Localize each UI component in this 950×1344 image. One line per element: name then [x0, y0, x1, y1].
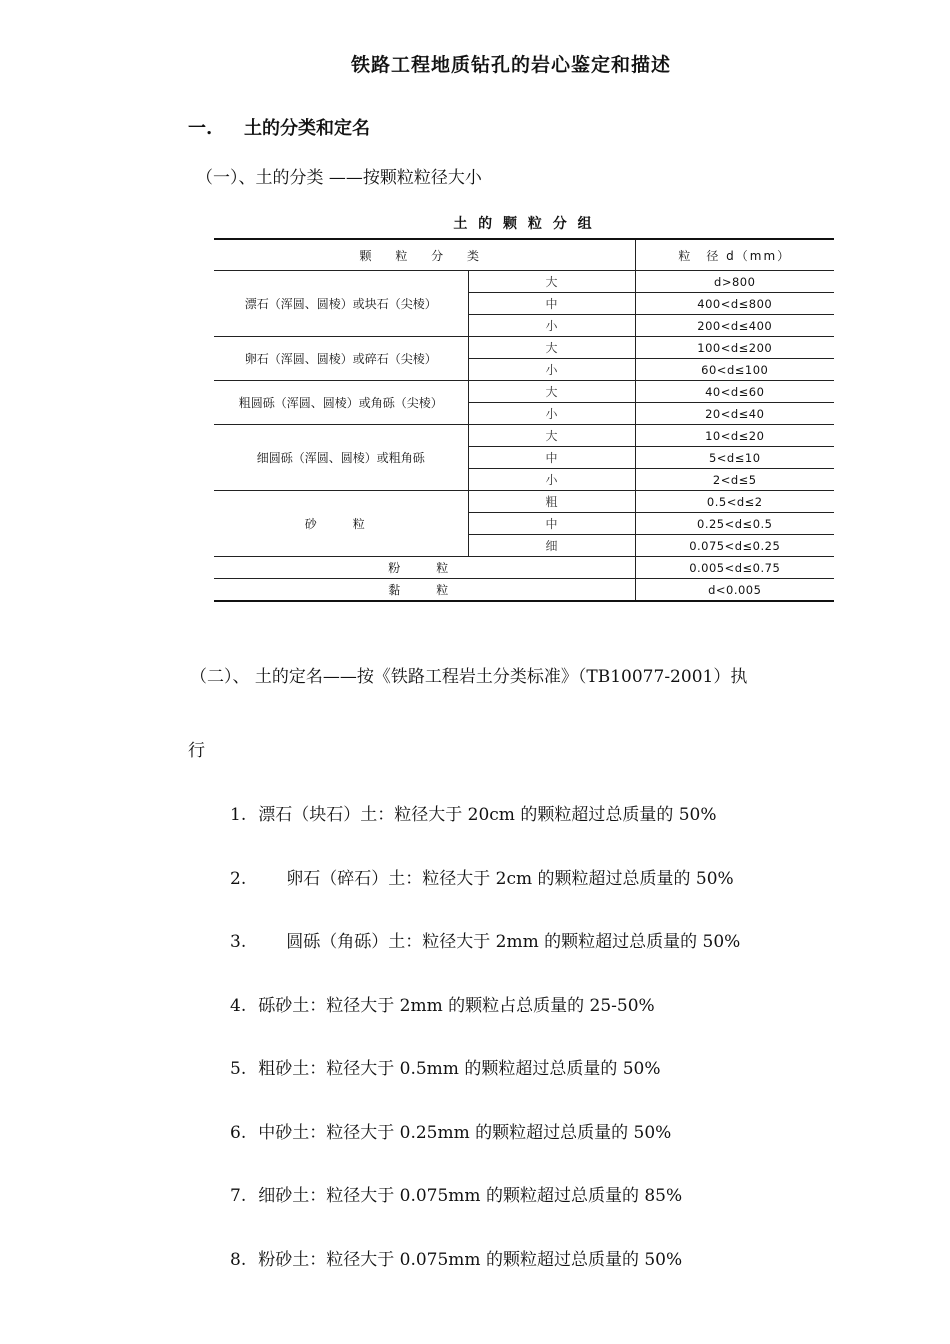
list-number: 2. [230, 869, 247, 889]
section-number: 一. [188, 118, 213, 139]
size-label: 粗 [468, 491, 635, 513]
table-row [214, 337, 834, 359]
section-label: 土的分类和定名 [244, 118, 370, 139]
diameter-range: 2<d≤5 [635, 469, 834, 491]
diameter-range: 0.25<d≤0.5 [635, 513, 834, 535]
diameter-range: d<0.005 [635, 579, 834, 602]
list-text: 圆砾（角砾）土：粒径大于 2mm 的颗粒超过总质量的 50% [286, 932, 741, 952]
group-name: 细圆砾（浑圆、圆棱）或粗角砾 [214, 425, 468, 491]
group-name: 卵石（浑圆、圆棱）或碎石（尖棱） [214, 337, 468, 381]
list-text: 粗砂土：粒径大于 0.5mm 的颗粒超过总质量的 50% [258, 1059, 661, 1079]
group-name: 粗圆砾（浑圆、圆棱）或角砾（尖棱） [214, 381, 468, 425]
table-row [214, 579, 834, 602]
list-text: 粉砂土：粒径大于 0.075mm 的颗粒超过总质量的 50% [258, 1250, 683, 1270]
table-row [214, 381, 834, 403]
header-diameter: 粒 径 d（mm） [635, 239, 834, 271]
diameter-range: 0.005<d≤0.75 [635, 557, 834, 579]
diameter-range: 400<d≤800 [635, 293, 834, 315]
list-number: 5. [230, 1059, 247, 1079]
section-heading-1 [188, 114, 370, 140]
subsection-heading-1: （一）、土的分类 ——按颗粒粒径大小 [196, 168, 482, 188]
list-item [230, 1054, 661, 1079]
diameter-range: 60<d≤100 [635, 359, 834, 381]
diameter-range: 40<d≤60 [635, 381, 834, 403]
list-text: 细砂土：粒径大于 0.075mm 的颗粒超过总质量的 85% [258, 1186, 683, 1206]
diameter-range: d>800 [635, 271, 834, 293]
list-text: 砾砂土：粒径大于 2mm 的颗粒占总质量的 25-50% [258, 996, 655, 1016]
size-label: 大 [468, 337, 635, 359]
page-title: 铁路工程地质钻孔的岩心鉴定和描述 [350, 54, 671, 76]
list-item [230, 1181, 682, 1206]
list-item [230, 927, 740, 952]
grain-size-table [214, 238, 834, 602]
size-label: 大 [468, 271, 635, 293]
list-text: 卵石（碎石）土：粒径大于 2cm 的颗粒超过总质量的 50% [286, 869, 734, 889]
list-number: 6. [230, 1123, 247, 1143]
diameter-range: 200<d≤400 [635, 315, 834, 337]
size-label: 中 [468, 293, 635, 315]
size-label: 小 [468, 469, 635, 491]
header-classification: 颗 粒 分 类 [214, 239, 635, 271]
list-item [230, 991, 655, 1016]
table-row [214, 271, 834, 293]
size-label: 大 [468, 425, 635, 447]
list-number: 3. [230, 932, 247, 952]
list-item [230, 1245, 682, 1270]
size-label: 细 [468, 535, 635, 557]
list-text: 漂石（块石）土：粒径大于 20cm 的颗粒超过总质量的 50% [258, 805, 717, 825]
list-text: 中砂土：粒径大于 0.25mm 的颗粒超过总质量的 50% [258, 1123, 672, 1143]
table-header-row [214, 239, 834, 271]
diameter-range: 0.075<d≤0.25 [635, 535, 834, 557]
list-item [230, 800, 717, 825]
silt-label: 粉 粒 [214, 557, 635, 579]
list-number: 8. [230, 1250, 247, 1270]
size-label: 小 [468, 403, 635, 425]
list-number: 4. [230, 996, 247, 1016]
subsection-heading-2-continued: 行 [188, 741, 205, 761]
list-item [230, 864, 734, 889]
diameter-range: 100<d≤200 [635, 337, 834, 359]
size-label: 大 [468, 381, 635, 403]
size-label: 中 [468, 513, 635, 535]
list-number: 1. [230, 805, 247, 825]
table-row [214, 557, 834, 579]
diameter-range: 0.5<d≤2 [635, 491, 834, 513]
list-number: 7. [230, 1186, 247, 1206]
list-item [230, 1118, 671, 1143]
subsection-heading-2: （二）、 土的定名——按《铁路工程岩土分类标准》（TB10077-2001）执 [190, 667, 748, 687]
group-name: 漂石（浑圆、圆棱）或块石（尖棱） [214, 271, 468, 337]
clay-label: 黏 粒 [214, 579, 635, 602]
diameter-range: 5<d≤10 [635, 447, 834, 469]
table-row [214, 425, 834, 447]
diameter-range: 20<d≤40 [635, 403, 834, 425]
size-label: 小 [468, 359, 635, 381]
table-title: 土 的 颗 粒 分 组 [453, 216, 595, 232]
size-label: 中 [468, 447, 635, 469]
size-label: 小 [468, 315, 635, 337]
group-name: 砂 粒 [214, 491, 468, 557]
diameter-range: 10<d≤20 [635, 425, 834, 447]
table-row [214, 491, 834, 513]
